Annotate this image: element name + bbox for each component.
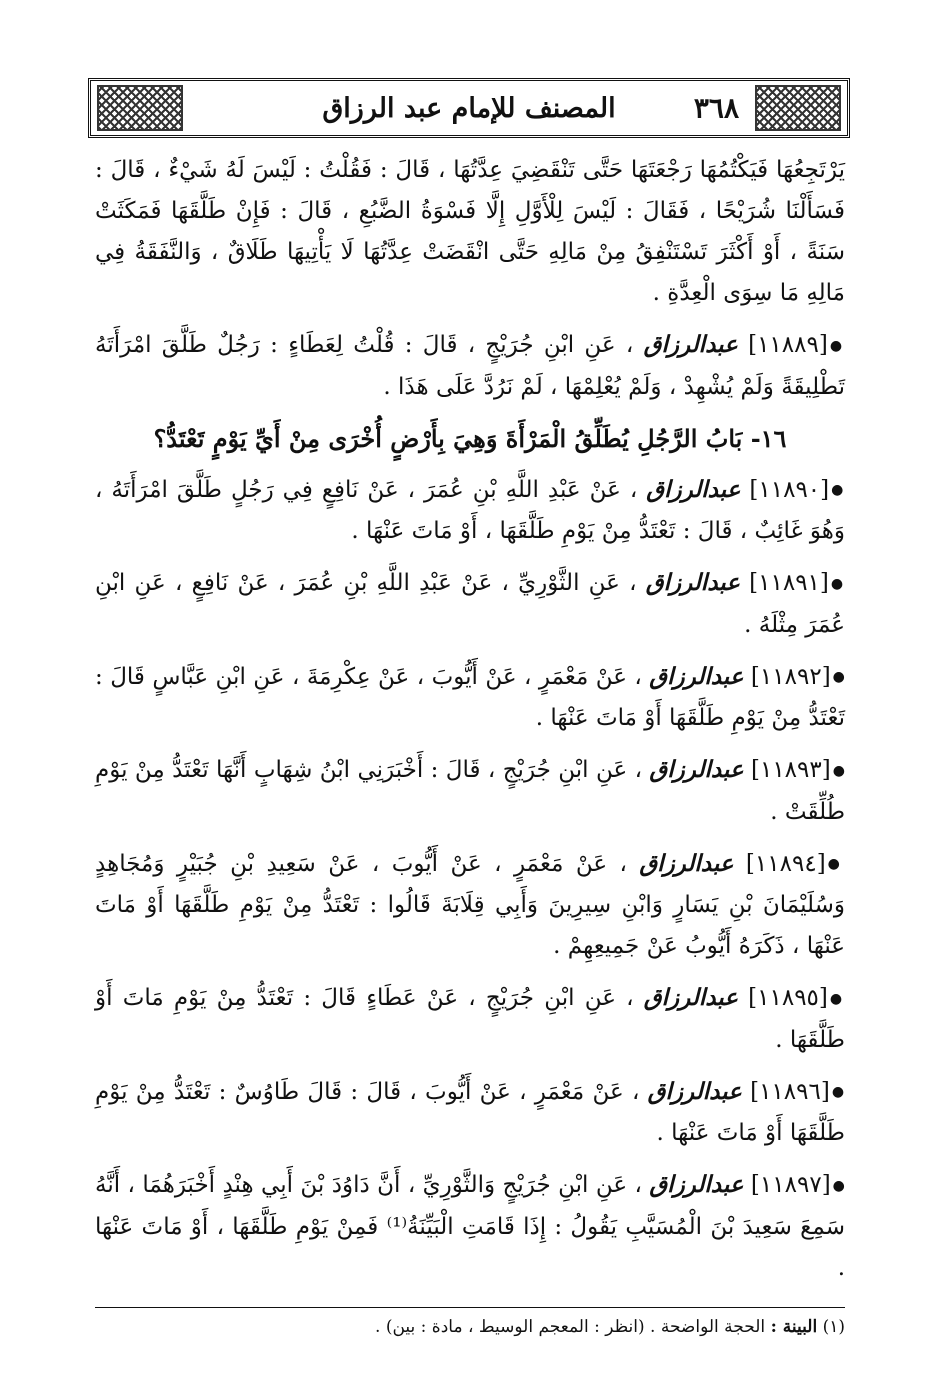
hadith-author: عبدالرزاق xyxy=(649,756,744,783)
hadith-11894 xyxy=(95,843,845,968)
bullet-icon: ● xyxy=(829,990,846,1007)
hadith-text: ، عَنْ مَعْمَرٍ ، عَنْ أَيُّوبَ ، عَنْ سَعِيدِ بْنِ جُبَيْرٍ وَمُجَاهِدٍ وَسُلَيْمَانَ بْنِ يَسَارٍ وَابْنِ سِيرِينَ وَأَبِي قِلَابَةَ قَالُوا : تَعْتَدُّ مِنْ يَوْمِ طَلَّقَهَا أَوْ مَاتَ عَنْهَا ، ذَكَرَهُ أَيُّوبُ عَنْ جَمِيعِهِمْ . xyxy=(95,850,845,959)
hadith-number: [١١٨٩٥] xyxy=(748,985,828,1011)
hadith-author: عبدالرزاق xyxy=(647,1077,742,1105)
running-title: المصنف للإمام عبد الرزاق xyxy=(322,92,616,124)
footnote-text: الحجة الواضحة . (انظر : المعجم الوسيط ، مادة : بين) . xyxy=(375,1317,766,1337)
hadith-text: ، عَنِ ابْنِ جُرَيْجٍ وَالثَّوْرِيِّ ، أَنَّ دَاوُدَ بْنَ أَبِي هِنْدٍ أَخْبَرَهُمَا ، أَنَّهُ سَمِعَ سَعِيدَ بْنَ الْمُسَيَّبِ يَقُولُ : إِذَا قَامَتِ الْبَيِّنَةُ⁽¹⁾ فَمِنْ يَوْمِ طَلَّقَهَا ، أَوْ مَاتَ عَنْهَا . xyxy=(95,1172,845,1281)
opening-paragraph: يَرْتَجِعُهَا فَيَكْتُمُهَا رَجْعَتَهَا حَتَّى تَنْقَضِيَ عِدَّتُهَا ، قَالَ : فَقُلْتُ : لَيْسَ لَهُ شَيْءٌ ، قَالَ : فَسَأَلْنَا شُرَيْحًا ، فَقَالَ : لَيْسَ لِلْأَوَّلِ إِلَّا فَسْوَةُ الضَّبُعِ ، قَالَ : فَإِنْ طَلَّقَهَا فَمَكَثَتْ سَنَةً ، أَوْ أَكْثَرَ تَسْتَنْفِقُ مِنْ مَالِهِ حَتَّى انْقَضَتْ عِدَّتُهَا لَا يَأْتِيهَا طَلَاقٌ ، وَالنَّفَقَةُ فِي مَالِهِ مَا سِوَى الْعِدَّةِ . xyxy=(95,157,845,306)
right-header-ornament xyxy=(755,85,841,131)
hadith-number: [١١٨٩٠] xyxy=(749,476,830,503)
hadith-author: عبدالرزاق xyxy=(643,331,738,358)
hadith-number: [١١٨٨٩] xyxy=(748,332,828,358)
bullet-icon: ● xyxy=(832,1177,845,1194)
hadith-11891 xyxy=(95,562,845,646)
hadith-author: عبدالرزاق xyxy=(639,849,734,877)
hadith-11896 xyxy=(95,1071,845,1155)
hadith-number: [١١٨٩٦] xyxy=(750,1078,830,1105)
bullet-icon: ● xyxy=(832,669,846,685)
bullet-icon: ● xyxy=(830,575,846,592)
hadith-number: [١١٨٩٤] xyxy=(745,850,826,877)
hadith-number: [١١٨٩١] xyxy=(749,570,829,596)
hadith-number: [١١٨٩٧] xyxy=(750,1172,831,1198)
hadith-text: ، عَنْ عَبْدِ اللَّهِ بْنِ عُمَرَ ، عَنْ نَافِعٍ فِي رَجُلٍ طَلَّقَ امْرَأَتَهُ ، وَهُوَ غَائِبٌ ، قَالَ : تَعْتَدُّ مِنْ يَوْمِ طَلَّقَهَا ، أَوْ مَاتَ عَنْهَا . xyxy=(95,476,845,544)
hadith-text: ، عَنْ مَعْمَرٍ ، عَنْ أَيُّوبَ ، عَنْ عِكْرِمَةَ ، عَنِ ابْنِ عَبَّاسٍ قَالَ : تَعْتَدُّ مِنْ يَوْمِ طَلَّقَهَا أَوْ مَاتَ عَنْهَا . xyxy=(95,663,845,731)
hadith-number: [١١٨٩٣] xyxy=(750,757,831,783)
hadith-author: عبدالرزاق xyxy=(646,475,741,503)
bullet-icon: ● xyxy=(831,1084,846,1100)
bullet-icon: ● xyxy=(831,482,846,498)
hadith-11889 xyxy=(95,324,845,408)
hadith-11890 xyxy=(95,469,845,553)
hadith-text: ، عَنِ ابْنِ جُرَيْجٍ ، قَالَ : قُلْتُ لِعَطَاءٍ : رَجُلٌ طَلَّقَ امْرَأَتَهُ تَطْلِيقَةً وَلَمْ يُشْهِدْ ، وَلَمْ يُعْلِمْهَا ، لَمْ نَرُدَّ عَلَى هَذَا . xyxy=(95,332,845,400)
hadith-11893 xyxy=(95,749,845,833)
hadith-author: عبدالرزاق xyxy=(649,1171,744,1198)
header-center xyxy=(189,81,749,135)
hadith-author: عبدالرزاق xyxy=(649,662,744,690)
chapter-title: ١٦- بَابُ الرَّجُلِ يُطَلِّقُ الْمَرْأَةَ وَهِيَ بِأَرْضٍ أُخْرَى مِنْ أَيِّ يَوْمٍ تَعْتَدُّ؟ xyxy=(153,423,787,453)
bullet-icon: ● xyxy=(829,337,846,354)
hadith-text: ، عَنِ ابْنِ جُرَيْجٍ ، قَالَ : أَخْبَرَنِي ابْنُ شِهَابٍ أَنَّهَا تَعْتَدُّ مِنْ يَوْمِ طُلِّقَتْ . xyxy=(95,757,845,825)
bullet-icon: ● xyxy=(832,762,846,779)
footnote-term: البينة : xyxy=(770,1317,818,1337)
bullet-icon: ● xyxy=(827,856,845,872)
hadith-author: عبدالرزاق xyxy=(645,569,740,596)
main-text xyxy=(95,150,845,1299)
hadith-text: ، عَنْ مَعْمَرٍ ، عَنْ أَيُّوبَ ، قَالَ : قَالَ طَاوُسٌ : تَعْتَدُّ مِنْ يَوْمِ طَلَّقَهَا أَوْ مَاتَ عَنْهَا . xyxy=(95,1078,845,1146)
footnote-marker: (١) xyxy=(822,1317,845,1337)
hadith-11897 xyxy=(95,1164,845,1289)
hadith-11895 xyxy=(95,977,845,1061)
running-header xyxy=(88,78,850,138)
page-number: ٣٦٨ xyxy=(693,91,739,125)
hadith-number: [١١٨٩٢] xyxy=(750,663,831,690)
left-header-ornament xyxy=(97,85,183,131)
hadith-author: عبدالرزاق xyxy=(643,984,738,1011)
hadith-text: ، عَنِ الثَّوْرِيِّ ، عَنْ عَبْدِ اللَّهِ بْنِ عُمَرَ ، عَنْ نَافِعٍ ، عَنِ ابْنِ عُمَرَ مِثْلَهُ . xyxy=(95,570,845,638)
hadith-text: ، عَنِ ابْنِ جُرَيْجٍ ، عَنْ عَطَاءٍ قَالَ : تَعْتَدُّ مِنْ يَوْمِ مَاتَ أَوْ طَلَّقَهَا . xyxy=(95,985,845,1053)
hadith-11892 xyxy=(95,656,845,740)
footnote xyxy=(95,1307,845,1342)
